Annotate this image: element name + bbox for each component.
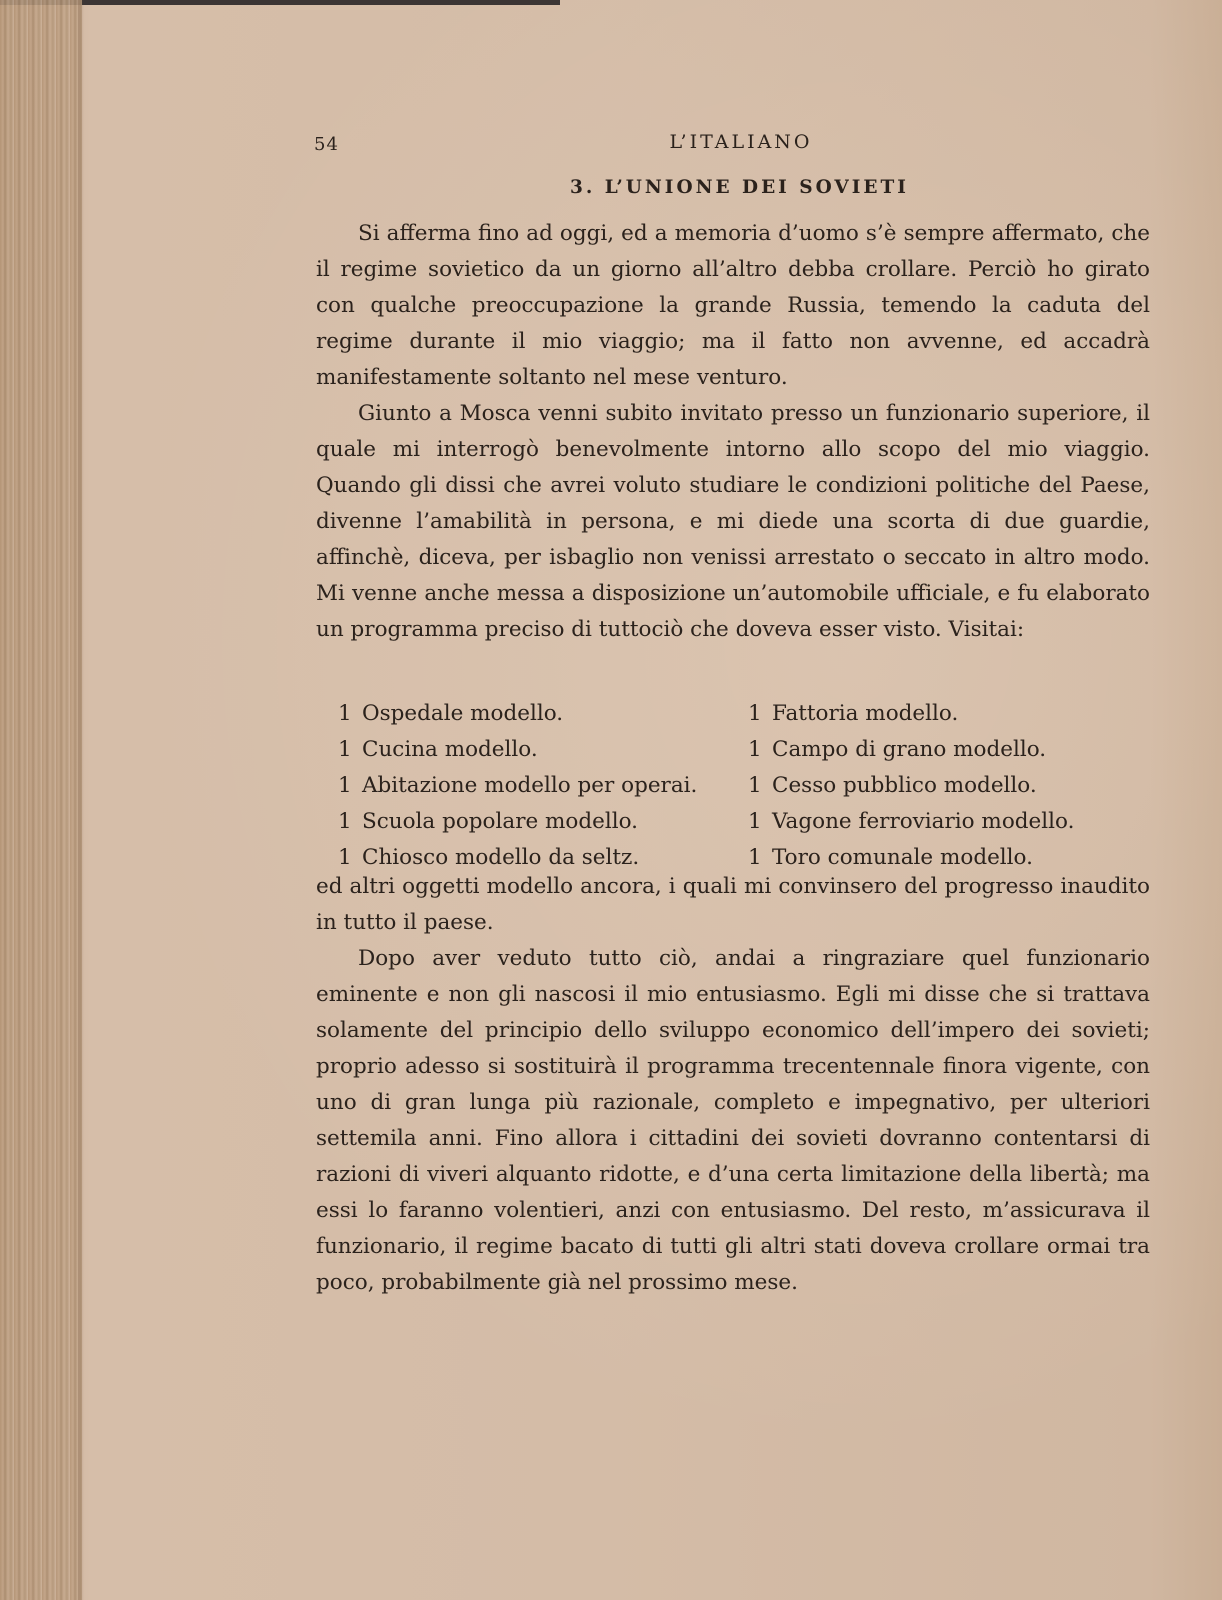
paragraph: Giunto a Mosca venni subito invitato presso un funzionario superiore, il quale mi interrogò benevolmente intorno allo scopo del mio viaggio. Quando gli dissi che avrei voluto studiare le condizioni politiche del Paese, divenne l’amabilità in persona, e mi diede una scorta di due guardie, affinchè, diceva, per isbaglio non venissi arrestato o seccato in altro modo. Mi venne anche messa a disposizione un’automobile ufficiale, e fu elaborato un programma preciso di tuttociò che doveva esser visto. Visitai: bbox=[316, 401, 1150, 642]
list-item bbox=[338, 804, 697, 840]
item-label: Toro comunale modello. bbox=[772, 845, 1033, 870]
item-label: Ospedale modello. bbox=[362, 701, 564, 726]
list-item bbox=[338, 696, 697, 732]
list-column-left bbox=[338, 696, 697, 876]
running-title: L’ITALIANO bbox=[669, 131, 813, 153]
chapter-heading: 3. L’UNIONE DEI SOVIETI bbox=[570, 177, 909, 198]
list-item bbox=[748, 696, 1074, 732]
item-quantity: 1 bbox=[748, 809, 762, 834]
item-quantity: 1 bbox=[338, 845, 352, 870]
paragraph: Si afferma fino ad oggi, ed a memoria d’uomo s’è sempre affermato, che il regime sovietico da un giorno all’altro debba crollare. Perciò ho girato con qualche preoccupazione la grande Russia, temendo la caduta del regime durante il mio viaggio; ma il fatto non avvenne, ed accadrà manifestamente soltanto nel mese venturo. bbox=[316, 221, 1150, 390]
item-label: Vagone ferroviario modello. bbox=[772, 809, 1075, 834]
item-quantity: 1 bbox=[338, 737, 352, 762]
item-quantity: 1 bbox=[748, 845, 762, 870]
item-label: Cucina modello. bbox=[362, 737, 538, 762]
list-item bbox=[748, 804, 1074, 840]
page-number: 54 bbox=[314, 134, 339, 155]
spine-shadow bbox=[78, 0, 84, 1600]
item-label: Campo di grano modello. bbox=[772, 737, 1047, 762]
item-quantity: 1 bbox=[748, 773, 762, 798]
text-block-after-list bbox=[316, 869, 1150, 1301]
list-item bbox=[748, 768, 1074, 804]
text-block-before-list bbox=[316, 216, 1150, 648]
list-item bbox=[338, 768, 697, 804]
item-quantity: 1 bbox=[338, 773, 352, 798]
list-item bbox=[748, 732, 1074, 768]
list-column-right bbox=[748, 696, 1074, 876]
item-label: Scuola popolare modello. bbox=[362, 809, 639, 834]
list-item bbox=[338, 732, 697, 768]
item-label: Chiosco modello da seltz. bbox=[362, 845, 640, 870]
paragraph: ed altri oggetti modello ancora, i quali mi convinsero del progresso inaudito in tutto il paese. bbox=[316, 874, 1150, 935]
item-label: Cesso pubblico modello. bbox=[772, 773, 1037, 798]
item-quantity: 1 bbox=[748, 737, 762, 762]
paragraph: Dopo aver veduto tutto ciò, andai a ringraziare quel funzionario eminente e non gli nascosi il mio entusiasmo. Egli mi disse che si trattava solamente del principio dello sviluppo economico dell’impero dei sovieti; proprio adesso si sostituirà il programma trecentennale finora vigente, con uno di gran lunga più razionale, completo e impegnativo, per ulteriori settemila anni. Fino allora i cittadini dei sovieti dovranno contentarsi di razioni di viveri alquanto ridotte, e d’una certa limitazione della libertà; ma essi lo faranno volentieri, anzi con entusiasmo. Del resto, m’assicurava il funzionario, il regime bacato di tutti gli altri stati doveva crollare ormai tra poco, probabilmente già nel prossimo mese. bbox=[316, 946, 1150, 1295]
book-spine-binding bbox=[0, 0, 82, 1600]
item-label: Abitazione modello per operai. bbox=[362, 773, 698, 798]
top-edge-shadow bbox=[0, 0, 560, 5]
item-quantity: 1 bbox=[748, 701, 762, 726]
item-quantity: 1 bbox=[338, 809, 352, 834]
item-label: Fattoria modello. bbox=[772, 701, 959, 726]
item-quantity: 1 bbox=[338, 701, 352, 726]
